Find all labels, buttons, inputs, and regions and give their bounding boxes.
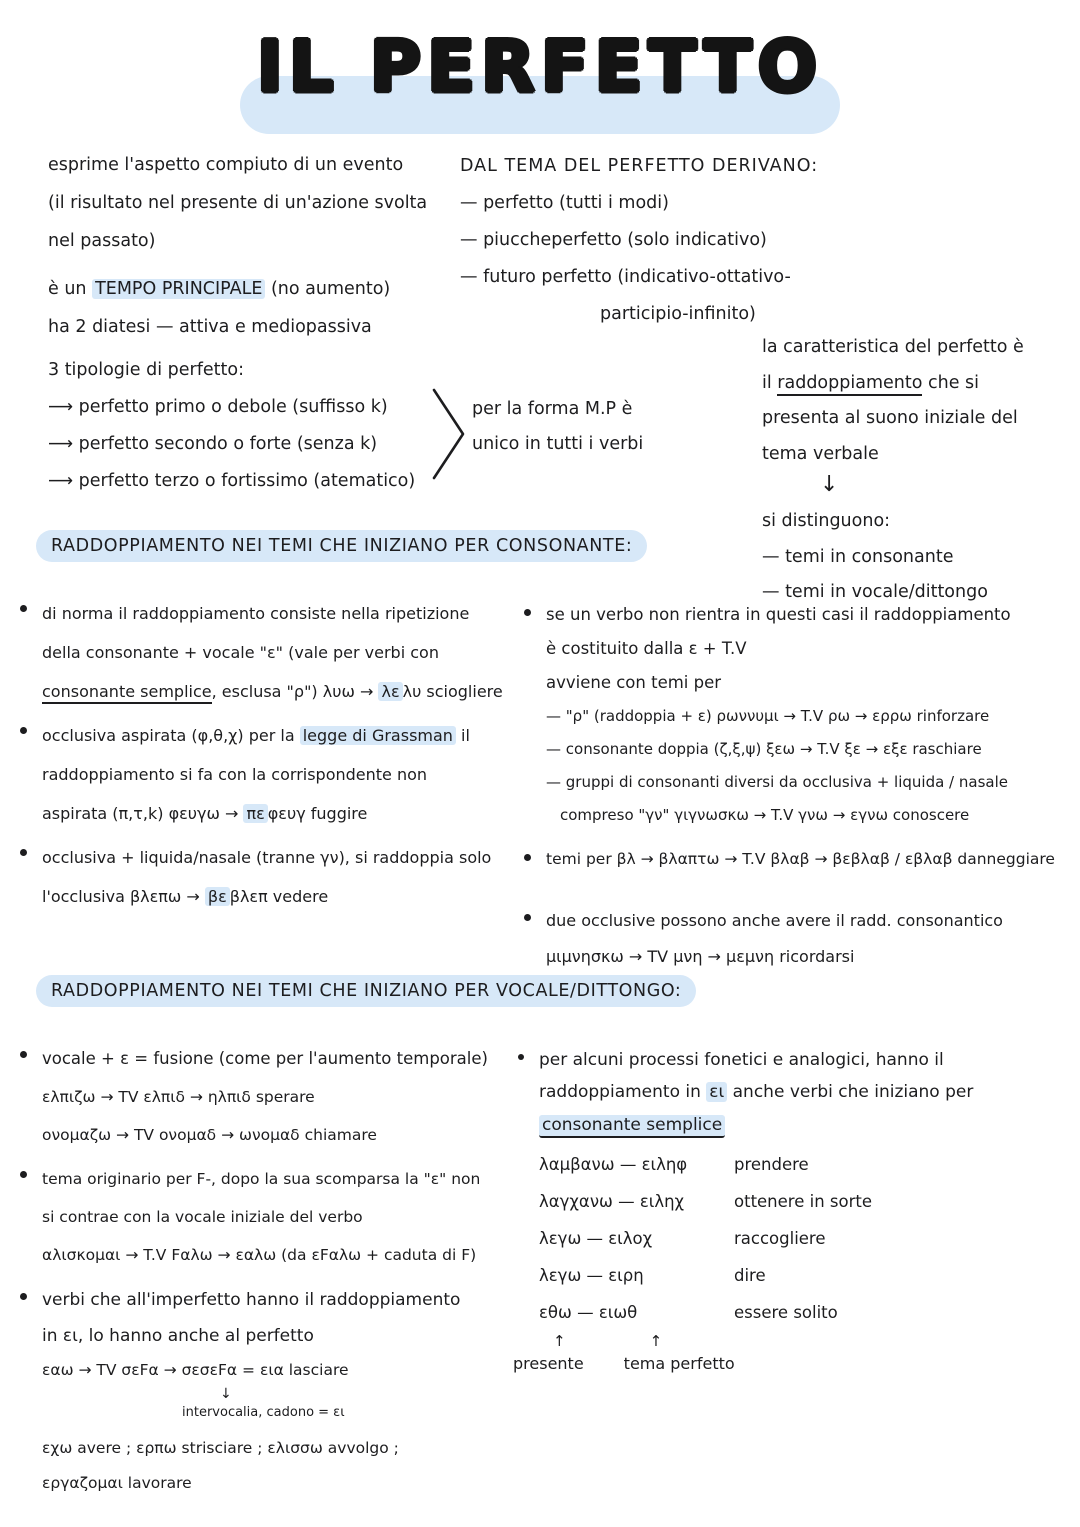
bullet-due-occlusive (524, 903, 1003, 975)
tipologie-header: 3 tipologie di perfetto: (48, 360, 244, 380)
greek-pair: εθω — ειωθ (539, 1303, 638, 1322)
derivano-item: — piuccheperfetto (solo indicativo) (460, 230, 767, 250)
bullet-text (513, 1044, 974, 1377)
greek-example: ελπιζω → TV ελπιδ → ηλπιδ sperare (42, 1088, 315, 1106)
note-text: raddoppiamento in (539, 1082, 707, 1102)
derivano-item: — futuro perfetto (indicativo-ottativo- (460, 267, 791, 287)
note-line: di norma il raddoppiamento consiste nella ripetizione (42, 604, 470, 623)
bullet-processi-fonetici (513, 1044, 974, 1377)
up-arrow-icon: ↑ (553, 1332, 566, 1350)
bullet-norma (20, 594, 503, 711)
tempo-highlight: TEMPO PRINCIPALE (92, 279, 265, 299)
down-arrow-icon: ↓ (820, 472, 839, 497)
note-text: anche verbi che iniziano per (727, 1082, 974, 1102)
note-text: aspirata (π,τ,k) φευγω → (42, 804, 244, 823)
caratt-line: si distinguono: (762, 511, 891, 531)
meaning: raccogliere (734, 1229, 826, 1248)
intro-line: (il risultato nel presente di un'azione svolta (48, 193, 428, 213)
bullet-text (42, 1282, 460, 1498)
bullet-vocale-fusione (20, 1040, 488, 1154)
bullet-occlusiva-liquida (20, 838, 491, 916)
tipologie-item: ⟶ perfetto secondo o forte (senza k) (48, 434, 378, 454)
bullet-text (546, 843, 1055, 876)
table-row (539, 1294, 973, 1331)
note-text: occlusiva aspirata (φ,θ,χ) per la (42, 726, 300, 745)
up-arrow-icon: ↑ (649, 1332, 663, 1350)
note-text: l'occlusiva βλεπω → (42, 887, 205, 906)
note-text: il (455, 726, 470, 745)
section2-pill: RADDOPPIAMENTO NEI TEMI CHE INIZIANO PER VOCALE/DITTONGO: (36, 975, 696, 1007)
derivano-item-continuation: participio-infinito) (600, 304, 756, 324)
sub-item: compreso "γν" γιγνωσκω → T.V γνω → εγνω conoscere (560, 806, 970, 824)
note-line (539, 1076, 973, 1108)
bullet-text (546, 598, 1011, 832)
forma-line: per la forma M.P è (472, 399, 633, 419)
greek-pair: λεγω — ειλοχ (539, 1229, 653, 1248)
greek-pair: λαγχανω — ειληχ (539, 1192, 685, 1211)
brace-icon (432, 388, 466, 480)
tipologie-item: ⟶ perfetto primo o debole (suffisso k) (48, 397, 388, 417)
caratt-post: che si (922, 372, 980, 393)
bullet-text (42, 594, 503, 711)
greek-example: εργαζομαι lavorare (42, 1474, 192, 1492)
derivano-list (460, 148, 818, 333)
meaning: dire (734, 1266, 766, 1285)
table-row (539, 1146, 973, 1183)
note-line: due occlusive possono anche avere il radd. consonantico (546, 911, 1003, 930)
bullet-dot (518, 1054, 524, 1060)
note-line: vocale + ε = fusione (come per l'aumento temporale) (42, 1049, 488, 1068)
bullet-dot (524, 854, 531, 861)
underlined-term: consonante semplice (42, 682, 212, 704)
table-row (539, 1220, 973, 1257)
note-line: verbi che all'imperfetto hanno il raddoppiamento (42, 1290, 461, 1310)
bullet-dot (524, 914, 531, 921)
tempo-block (48, 270, 390, 346)
tempo-line: ha 2 diatesi — attiva e mediopassiva (48, 317, 372, 337)
reduplication-highlight: λε (378, 682, 402, 701)
intro-line: esprime l'aspetto compiuto di un evento (48, 155, 404, 175)
ei-highlight: ει (706, 1082, 727, 1102)
note-line: si contrae con la vocale iniziale del verbo (42, 1208, 363, 1226)
bullet-temi-bl (524, 843, 1055, 876)
bullet-dot (524, 609, 531, 616)
meaning: essere solito (734, 1303, 838, 1322)
bullet-digamma (20, 1160, 480, 1274)
caratt-pre: il (762, 372, 778, 393)
bullet-text (42, 1040, 488, 1154)
sub-item: — "ρ" (raddoppia + ε) ρωννυμι → T.V ρω → ερρω rinforzare (546, 707, 990, 725)
note-line (539, 1108, 973, 1142)
caratt-line: la caratteristica del perfetto è (762, 337, 1024, 357)
bullet-grassman (20, 716, 470, 833)
caratt-item: — temi in vocale/dittongo (762, 582, 988, 602)
bullet-epsilon-tv (524, 598, 1011, 832)
greek-example: ονομαζω → TV ονομαδ → ωνομαδ chiamare (42, 1126, 377, 1144)
page-title-block (0, 26, 1080, 108)
note-line: se un verbo non rientra in questi casi il raddoppiamento (546, 605, 1011, 624)
page-title: IL PERFETTO (256, 26, 824, 108)
label-tema-perfetto: tema perfetto (623, 1354, 735, 1373)
arrow-row (539, 1331, 973, 1351)
note-text: φευγ fuggire (267, 804, 368, 823)
caratt-line: presenta al suono iniziale del (762, 408, 1018, 428)
bullet-text (546, 903, 1003, 975)
intro-paragraph (48, 146, 427, 260)
note-line: per alcuni processi fonetici e analogici, hanno il (539, 1050, 944, 1070)
derivano-header: DAL TEMA DEL PERFETTO DERIVANO: (460, 156, 819, 176)
down-arrow-icon: ↓ (220, 1386, 232, 1402)
tipologie-list (48, 352, 415, 500)
grassman-highlight: legge di Grassman (300, 726, 456, 745)
section1-pill: RADDOPPIAMENTO NEI TEMI CHE INIZIANO PER CONSONANTE: (36, 530, 647, 562)
bullet-text (42, 838, 491, 916)
greek-example: εαω → TV σεϜα → σεσεϜα = εια lasciare (42, 1361, 349, 1379)
section-header-vocale (36, 975, 696, 1007)
note-line (42, 716, 470, 755)
note-line (42, 794, 470, 833)
meaning: prendere (734, 1155, 809, 1174)
greek-example: εχω avere ; ερπω strisciare ; ελισσω avvolgo ; (42, 1439, 399, 1457)
note-line: occlusiva + liquida/nasale (tranne γν), si raddoppia solo (42, 848, 492, 867)
section-header-consonante (36, 530, 647, 562)
derivano-item: — perfetto (tutti i modi) (460, 193, 669, 213)
caratt-item: — temi in consonante (762, 546, 954, 567)
note-line (42, 877, 491, 916)
caratteristica-block (762, 330, 1024, 611)
note-line: raddoppiamento si fa con la corrispondente non (42, 765, 428, 784)
sub-item: — consonante doppia (ζ,ξ,ψ) ξεω → T.V ξε → εξε raschiare (546, 740, 982, 758)
forma-line: unico in tutti i verbi (472, 434, 644, 454)
greek-example: αλισκομαι → T.V Ϝαλω → εαλω (da εϜαλω + caduta di Ϝ) (42, 1246, 477, 1264)
verb-table (539, 1142, 973, 1331)
reduplication-highlight: βε (205, 887, 230, 906)
bullet-dot (20, 1293, 27, 1300)
bullet-dot (20, 1051, 27, 1058)
bullet-dot (20, 727, 27, 734)
bullet-dot (20, 1171, 27, 1178)
note-line: in ει, lo hanno anche al perfetto (42, 1326, 314, 1346)
note-text: , esclusa "ρ") λυω → (211, 682, 379, 701)
caratt-underlined: raddoppiamento (777, 373, 922, 396)
label-row (513, 1351, 973, 1377)
table-row (539, 1257, 973, 1294)
intro-line: nel passato) (48, 231, 156, 251)
tempo-line (48, 270, 390, 308)
table-row (539, 1183, 973, 1220)
note-line: della consonante + vocale "ε" (vale per verbi con (42, 643, 439, 662)
annotation-note: intervocalia, cadono = ει (182, 1405, 345, 1420)
reduplication-highlight: πε (243, 804, 267, 823)
tempo-pre: è un (48, 279, 93, 299)
meaning: ottenere in sorte (734, 1192, 872, 1211)
note-line: è costituito dalla ε + T.V (546, 639, 747, 658)
note-line: μιμνησκω → TV μνη → μεμνη ricordarsi (546, 947, 855, 966)
forma-note (472, 392, 643, 462)
consonante-semplice-highlight: consonante semplice (539, 1115, 725, 1138)
sub-item: — gruppi di consonanti diversi da occlusiva + liquida / nasale (546, 773, 1008, 791)
caratt-line: tema verbale (762, 443, 879, 464)
tipologie-item: ⟶ perfetto terzo o fortissimo (atematico) (48, 471, 416, 491)
bullet-text (42, 716, 470, 833)
caratt-line (762, 366, 1024, 402)
greek-pair: λεγω — ειρη (539, 1266, 644, 1285)
bullet-imperfetto-ei (20, 1282, 460, 1498)
note-line: tema originario per Ϝ-, dopo la sua scomparsa la "ε" non (42, 1170, 481, 1188)
bullet-text (42, 1160, 480, 1274)
note-text: βλεπ vedere (229, 887, 329, 906)
note-line: avviene con temi per (546, 673, 722, 692)
greek-pair: λαμβανω — ειληφ (539, 1155, 688, 1174)
note-line (42, 672, 503, 711)
tempo-post: (no aumento) (265, 279, 391, 299)
bullet-dot (20, 605, 27, 612)
bullet-dot (20, 849, 27, 856)
note-text: λυ sciogliere (402, 682, 503, 701)
label-presente: presente (513, 1354, 584, 1373)
note-line: temi per βλ → βλαπτω → T.V βλαβ → βεβλαβ / εβλαβ danneggiare (546, 850, 1055, 868)
